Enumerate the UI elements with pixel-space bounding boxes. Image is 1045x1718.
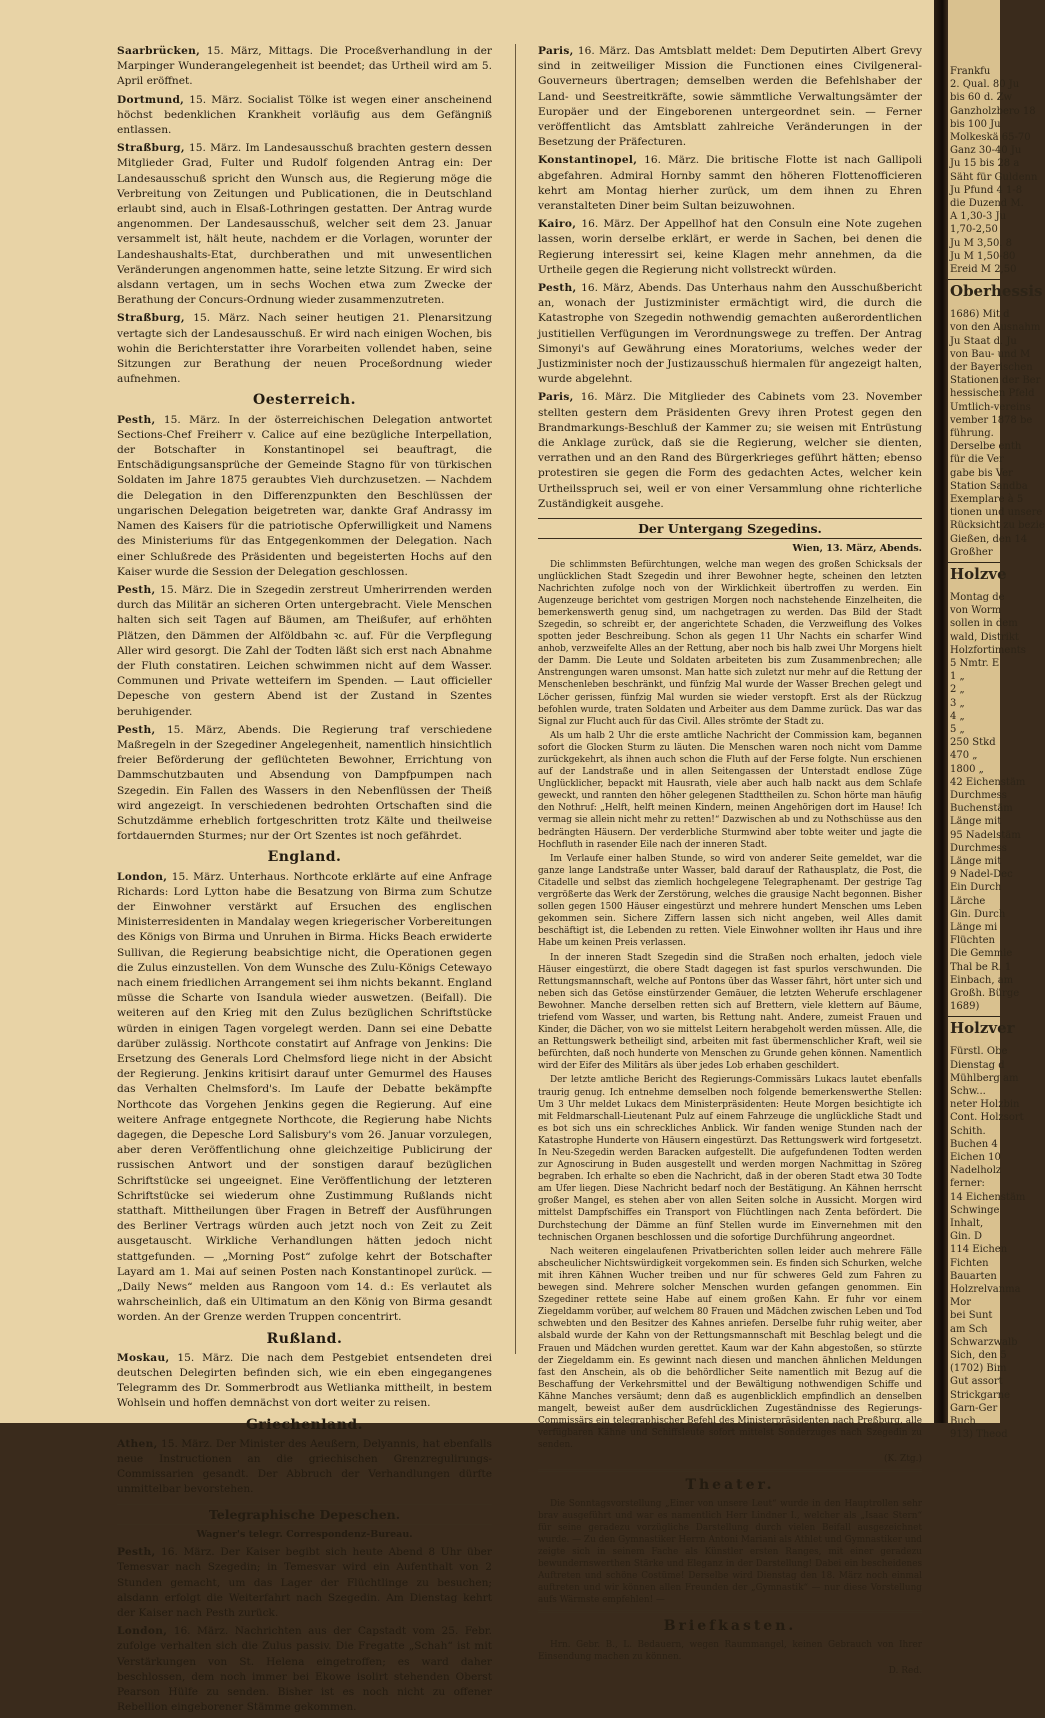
news-dateline: Straßburg,	[117, 312, 185, 325]
adjacent-text-fragment: Ju Pfund 4 1-8	[950, 184, 1023, 196]
adjacent-text-fragment: 470 „	[950, 750, 978, 762]
adjacent-text-fragment: Die Gemmie	[950, 948, 1013, 960]
article-dateline: Wien, 13. März, Abends.	[792, 543, 922, 555]
adjacent-text-fragment: Station Sandba	[950, 480, 1028, 492]
news-item	[538, 153, 922, 214]
adjacent-text-fragment: Mühlberg am	[950, 1072, 1019, 1084]
adjacent-text-fragment: vember 1878 be	[950, 414, 1033, 426]
news-text: 15. März. Die nach dem Pestgebiet entsendeten drei deutschen Delegirten befinden sich, wie ein eben eingegangenes Telegramm des Dr. Sommerbrodt aus Wetlianka mittheilt, in bestem Wohlsein und hoffen demnächst von dort weiter zu reisen.	[117, 1351, 492, 1410]
adjacent-text-fragment: 1 „	[950, 671, 965, 683]
article-title-untergang-szegedins: Der Untergang Szegedins.	[538, 518, 922, 539]
column-divider	[515, 44, 516, 1354]
news-text: 16. März. Die Mitglieder des Cabinets vom 23. November stellten gestern dem Präsidenten Grevy ihren Protest gegen den Brandmarkungs-Beschluß der Kammer zu; sie weisen mit Entrüstung die Anklage zurück, daß sie die Regierung, welcher sie dienten, verrathen und an den Rand des Bürgerkrieges geführt hätten; ebenso protestiren sie gegen die Form des gedachten Actes, welcher kein Urtheilsspruch sei, weil er von einer Versammlung ohne richterliche Zuständigkeit ausgehe.	[538, 391, 922, 510]
divider	[538, 1469, 922, 1472]
news-dateline: London,	[117, 870, 168, 883]
news-list	[117, 1437, 492, 1498]
adjacent-text-fragment: Ereid M 2,50	[950, 264, 1017, 275]
news-text: 16. März. Der Appellhof hat den Consuln eine Note zugehen lassen, worin derselbe erklärt, er werde in Sachen, bei denen die Regierung interessirt sei, keine Klagen mehr annehmen, da die Urtheile gegen die Regierung nicht vollstreckt würden.	[538, 218, 922, 276]
news-dateline: Pesth,	[117, 1546, 156, 1559]
adjacent-text-fragment: Großh. Bürge	[950, 988, 1020, 999]
section-heading-england: England.	[267, 849, 342, 866]
news-item	[538, 390, 922, 512]
news-dateline: Paris,	[538, 45, 574, 57]
news-dateline: Athen,	[117, 1437, 158, 1450]
adjacent-text-fragment: Garn-Ger	[950, 1402, 998, 1414]
adjacent-text-fragment: Bauarten	[950, 1270, 997, 1282]
page-gutter	[934, 0, 948, 1423]
adjacent-text-fragment: 4 „	[950, 710, 965, 722]
adjacent-text-fragment: Molkeskä 65-70	[950, 132, 1031, 143]
adjacent-text-fragment: Exemplare à 5	[950, 494, 1024, 505]
news-list	[117, 1545, 492, 1715]
adjacent-text-fragment: Holzrelvanma	[950, 1284, 1021, 1295]
adjacent-text-fragment: Buchenstäm	[950, 803, 1013, 815]
section-heading-telegraphische-depeschen: Telegraphische Depeschen.	[117, 1504, 492, 1525]
adjacent-text-fragment: Ju M 1,50-80	[950, 250, 1016, 262]
news-dateline: Pesth,	[117, 413, 156, 426]
adjacent-text-fragment: Fichten	[950, 1257, 989, 1269]
news-text: 16. März. Der Kaiser begibt sich heute Abend 8 Uhr über Temesvar nach Szegedin; in Temesvar wird ein Aufenthalt von 2 Stunden gemacht, um das Lager der Flüchtlinge zu besuchen; alsdann erfolgt die Weiterfahrt nach Szegedin. Am Dienstag kehrt der Kaiser nach Pesth zurück.	[117, 1546, 492, 1619]
news-item	[117, 723, 492, 845]
adjacent-text-fragment: bis 100 Ju	[950, 118, 1001, 130]
adjacent-text-fragment: Holzve	[950, 565, 1007, 583]
news-text: 15. März. Nach seiner heutigen 21. Plenarsitzung vertagte sich der Landesausschuß. Er wird nach einigen Wochen, bis wohin die Berichterstatter ihre Vorarbeiten vollendet haben, seine Sitzungen zur Berathung der neuen Proceßordnung wieder aufnehmen.	[117, 312, 492, 386]
adjacent-text-fragment: Ganz 30-40 Ju	[950, 145, 1022, 157]
left-column	[117, 44, 492, 1718]
news-text: 15. März. In der österreichischen Delegation antwortet Sections-Chef Freiherr v. Calice auf eine bezügliche Interpellation, der Botschafter in Konstantinopel sei beauftragt, die Entschädigungsansprüche der Gemeinde Stagno für von türkischen Soldaten im Jahre 1875 geraubtes Vieh durchzusetzen. — Nachdem die Delegation in den Differenzpunkten den Beschlüssen der ungarischen Delegation beigetreten war, dankte Graf Andrassy im Namen des Kaisers für die patriotische Opferwilligkeit und Namens des Ministeriums für das Entgegenkommen der Delegation. Nach einer Schlußrede des Präsidenten und begeisterten Hochs auf den Kaiser wurde die Session der Delegation geschlossen.	[117, 413, 492, 578]
section-heading-griechenland: Griechenland.	[245, 1416, 364, 1433]
news-text: 15. März. Socialist Tölke ist wegen einer anscheinend höchst bedenklichen Krankheit vorläufig aus dem Gefängniß entlassen.	[117, 93, 492, 137]
adjacent-text-fragment: Einbach, am	[950, 974, 1014, 986]
news-text: 16. März. Das Amtsblatt meldet: Dem Deputirten Albert Grevy sind in zeitweiliger Mission die Functionen eines Civilgeneral-Gouverneurs übertragen; demselben werden die Befehlshaber der Land- und Seestreitkräfte, sowie sämmtliche Verwaltungsämter der Europäer und der Eingeborenen untergeordnet sein. — Ferner veröffentlicht das Amtsblatt zahlreiche Veränderungen in der Besetzung der Präfecturen.	[538, 45, 922, 149]
article-paragraph: Die schlimmsten Befürchtungen, welche man wegen des großen Schicksals der unglücklichen Stadt Szegedin und ihrer Bewohner hegte, scheinen den letzten Nachrichten zufolge noch von der Wirklichkeit übertroffen zu werden. Ein Augenzeuge berichtet vom gestrigen Morgen noch nachstehende Einzelheiten, die bemerkenswerth genug sind, um nachgetragen zu werden. Das Bild der Stadt Szegedin, so schreibt er, der angerichtete Schaden, die Verzweiflung des Volkes spotten jeder Beschreibung. Schon als gegen 11 Uhr Nachts ein scharfer Wind anhob, verzweifelte Alles an der Rettung, aber noch bis halb zwei Uhr Morgens hielt der Damm. Die Leute und Soldaten arbeiteten bis zum Zusammenbrechen; alle Anstrengungen waren umsonst. Man hatte sich zuletzt nur mehr auf die Rettung der Menschenleben beschränkt, und fünfzig Mal wurde der Wasser Brechen gelegt und Löcher gerissen, fünfzig Mal wurden sie wieder verstopft. Erst als der Rückzug befohlen wurde, traten Soldaten und Arbeiter aus dem Damme zurück. Das war das Signal zur Flucht auch für das Civil. Alles strömte der Stadt zu.	[538, 559, 922, 727]
news-text: 15. März, Abends. Die Regierung traf verschiedene Maßregeln in der Szegediner Angelegenheit, namentlich hinsichtlich freier Beförderung der geflüchteten Bewohner, Errichtung von Dammschutzbauten und Absendung von Dampfpumpen nach Szegedin. Ein Fallen des Wassers in den Nebenflüssen der Theiß wird angezeigt. In verschiedenen bedrohten Ortschaften sind die Schutzdämme erheblich fortgeschritten trotz Kälte und theilweise fortdauernden Sturmes; nur der Ort Szentes ist noch gefährdet.	[117, 723, 492, 843]
news-text: 16. März. Nachrichten aus der Capstadt vom 25. Febr. zufolge verhalten sich die Zulus passiv. Die Fregatte „Schah“ ist mit Verstärkungen von St. Helena eingetroffen; es ward daher beschlossen, dem noch immer bei Ekowe isolirt stehenden Oberst Pearson Hülfe zu senden. Bisher ist es noch nicht zu offener Rebellion eingeborener Stämme gekommen.	[117, 1625, 492, 1714]
article-paragraph: In der inneren Stadt Szegedin sind die Straßen noch erhalten, jedoch viele Häuser eingestürzt, die obere Stadt dagegen ist fast spurlos verschwunden. Die Rettungsmannschaft, welche auf Pontons über das Wasser fährt, hört unter sich und neben sich das Getöse einstürzender Gemäuer, die letzten Weherufe erschlagener Bewohner. Manche derselben retten sich auf Brettern, viele klettern auf Bäume, triefend vom Wasser, und warten, bis Rettung naht. Andere, zumeist Frauen und Kinder, die Dächer, von wo sie mittelst Leitern herabgeholt werden müssen. Alle, die an Rettungswerk betheiligt sind, arbeiten mit fast übermenschlicher Kraft, weil sie befürchten, daß noch hunderte von Menschen zu Grunde gehen können. Namentlich wird der Eifer des Militärs als über jedes Lob erhaben geschildert.	[538, 952, 922, 1072]
adjacent-text-fragment: 14 Eichenstäm	[950, 1191, 1026, 1203]
adjacent-text-fragment: wald, Distrikt	[950, 631, 1019, 643]
news-dateline: Straßburg,	[117, 142, 185, 155]
news-text: 16. März. Die britische Flotte ist nach Gallipoli abgefahren. Admiral Hornby sammt den höheren Flottenofficieren kehrt am Montag hierher zurück, um dem ihnen zu Ehren veranstalteten Diner beim Sultan beizuwohnen.	[538, 154, 922, 213]
adjacent-text-fragment: sollen in dem	[950, 618, 1018, 630]
briefkasten-text: Hrn. Gebr. B., L. Bedauern, wegen Raummangel, keinen Gebrauch von Ihrer Einsendung machen zu können.	[538, 1639, 922, 1662]
adjacent-text-fragment: Gießen, den 14	[950, 533, 1028, 545]
adjacent-text-fragment: führung.	[950, 428, 994, 439]
news-item	[117, 1437, 492, 1498]
theater-body	[538, 1498, 922, 1607]
section-heading-theater: Theater.	[685, 1477, 775, 1494]
news-item	[117, 1545, 492, 1621]
adjacent-page-edge	[948, 0, 1045, 1441]
adjacent-text-fragment: Buch	[950, 1416, 976, 1427]
adjacent-text-fragment: Schith.	[950, 1125, 986, 1137]
news-item	[117, 93, 492, 139]
divider	[538, 1610, 922, 1613]
news-item	[117, 1624, 492, 1715]
adjacent-text-fragment: 9 Nadel-Dec	[950, 869, 1013, 881]
adjacent-text-fragment: Schwinge	[950, 1204, 1000, 1216]
adjacent-text-fragment: 2 „	[950, 684, 965, 696]
adjacent-text-fragment: Rücksicht zu bezie	[950, 520, 1045, 532]
news-item	[117, 583, 492, 720]
adjacent-text-fragment: von Bau- und M	[950, 348, 1031, 360]
adjacent-text-fragment: Buchen 4	[950, 1138, 998, 1150]
adjacent-text-fragment: hessischen Pfeld	[950, 388, 1035, 400]
adjacent-text-fragment: bei Sunt	[950, 1310, 993, 1322]
adjacent-rule	[948, 279, 1000, 280]
adjacent-text-fragment: Holzver	[950, 1019, 1015, 1038]
adjacent-text-fragment: Ein Durch	[950, 882, 1002, 894]
adjacent-text-fragment: Dienstag d	[950, 1059, 1005, 1071]
adjacent-text-fragment: der Bayerischen	[950, 362, 1033, 373]
adjacent-text-fragment: Nadelholz	[950, 1165, 1002, 1177]
adjacent-text-fragment: Flüchten	[950, 935, 995, 947]
news-dateline: Pesth,	[538, 282, 577, 295]
adjacent-text-fragment: von den Ausnahm	[950, 322, 1041, 334]
adjacent-text-fragment: Säht für Guldenn	[950, 171, 1038, 183]
adjacent-text-fragment: (1702) Bim	[950, 1363, 1007, 1375]
adjacent-text-fragment: Ju 15 bis 28 a	[950, 158, 1020, 170]
adjacent-text-fragment: A 1,30-3 Ju	[950, 211, 1007, 223]
adjacent-text-fragment: Großher	[950, 546, 993, 558]
news-list	[117, 870, 492, 1326]
adjacent-text-fragment: Montag de	[950, 592, 1005, 603]
news-dateline: Pesth,	[117, 723, 156, 736]
adjacent-text-fragment: 250 Stkd	[950, 737, 996, 749]
news-dateline: London,	[117, 1625, 168, 1638]
news-dateline: Saarbrücken,	[117, 45, 201, 57]
adjacent-text-fragment: 1689)	[950, 1001, 980, 1013]
news-dateline: Pesth,	[117, 583, 156, 596]
adjacent-text-fragment: Durchmess	[950, 790, 1007, 801]
news-dateline: Moskau,	[117, 1351, 170, 1364]
adjacent-text-fragment: Cont. Holzsort	[950, 1112, 1024, 1124]
adjacent-text-fragment: Länge mit	[950, 816, 1002, 828]
article-paragraph: Nach weiteren eingelaufenen Privatberichten sollen leider auch mehrere Fälle abscheulicher Nichtswürdigkeit vorgekommen sein. Es finden sich Schurken, welche mit ihren Kähnen Wucher treiben und nur für schweres Geld zum Fahren zu bewegen sind. Mehrere solcher Menschen wurden gefangen genommen. Ein Szegediner rettete seine Habe auf einem großen Kahn. Er fuhr vor einem Ziegeldamm vorüber, auf welchem 80 Frauen und Mädchen zwischen Leben und Tod schwebten und den Besitzer des Kahnes anriefen. Derselbe fuhr ruhig weiter, aber alsbald wurde der Kahn von der Rettungsmannschaft mit Beschlag belegt und die Frauen und Mädchen wurden gerettet. Kaum war der Kahn abgestoßen, so stürzte der Ziegeldamm ein. Es gewinnt nach diesen und manchen ähnlichen Meldungen fast den Anschein, als ob die behördlicher Seite namentlich mit Bezug auf die Beschaffung der Verkehrsmittel und der Bewältigung nothwendigen Schiffe und Kähne Manches versäumt; denn daß es augenblicklich empfindlich an denselben mangelt, beweist außer dem ausdrücklichen Zugeständnisse des Regierungs-Commissärs ein telegraphischer Befehl des Ministerpräsidenten nach Preßburg, alle verfügbaren Kähne und Schiffsleute sofort mittelst Sonderzuges nach Szegedin zu senden.	[538, 1246, 922, 1451]
adjacent-text-fragment: Ganzholzbero 18	[950, 105, 1036, 117]
adjacent-text-fragment: 42 Eichenstäm	[950, 776, 1026, 788]
adjacent-text-fragment: Umtlich-vereins	[950, 401, 1031, 413]
adjacent-text-fragment: Inhalt,	[950, 1218, 984, 1229]
news-text: 15. März. Die in Szegedin zerstreut Umherirrenden werden durch das Militär an sicheren Orten untergebracht. Viele Menschen halten sich seit Tagen auf Bäumen, am Theißufer, auf erhöhten Plätzen, den Dämmen der Alföldbahn ꝛc. auf. Für die Verpflegung Aller wird gesorgt. Die Zahl der Todten läßt sich erst nach Abnahme der Fluth constatiren. Leichen schwimmen nicht auf dem Wasser. Communen und Private wetteifern im Spenden. — Laut officieller Depesche von gestern Abend ist der Zustand in Szentes beruhigender.	[117, 583, 492, 718]
news-text: 16. März, Abends. Das Unterhaus nahm den Ausschußbericht an, wonach der Justizminister ermächtigt wird, die durch die Katastrophe von Szegedin nothwendig gemachten außerordentlichen justitiellen Verfügungen im Verordnungswege zu treffen. Der Antrag Simonyi's auf Gewährung eines Moratoriums, welches weder der Justizminister noch der Justizausschuß hiermalen für angezeigt halten, wurde abgelehnt.	[538, 282, 922, 386]
news-text: 15. März. Im Landesausschuß brachten gestern dessen Mitglieder Grad, Fulter und Rudolf folgenden Antrag ein: Der Landesausschuß spricht den Wunsch aus, die Regierung möge die Verbreitung von Zeitungen und Publicationen, die in Deutschland erlaubt sind, auch in Elsaß-Lothringen gestatten. Der Antrag wurde angenommen. Der Landesausschuß, welcher seit dem 23. Januar versammelt ist, hält heute, nachdem er die Vorlagen, worunter der Landeshaushalts-Etat, durchberathen und mit unwesentlichen Veränderungen angenommen hatte, seine letzte Sitzung. Er wird sich alsdann vertagen, um in sechs Wochen etwa zum Zwecke der Berathung der Concurs-Ordnung wieder zusammenzutreten.	[117, 142, 492, 307]
adjacent-text-fragment: Länge mit	[950, 856, 1002, 867]
adjacent-text-fragment: 95 Nadelstäm	[950, 829, 1021, 841]
adjacent-text-fragment: 913) Theod	[950, 1429, 1008, 1441]
article-paragraph: Im Verlaufe einer halben Stunde, so wird von anderer Seite gemeldet, war die ganze lange Landstraße unter Wasser, bald darauf der Rathausplatz, die Post, die Citadelle und selbst das ziemlich hochgelegene Telegraphenamt. Der gestrige Tag vergrößerte das Werk der Zerstörung, welches die grausige Nacht begonnen. Bisher sollen gegen 1500 Häuser eingestürzt und mehrere hundert Menschen ums Leben gekommen sein. Sichere Ziffern lassen sich nicht angeben, weil Alles damit beschäftigt ist, die Lebenden zu retten. Viele Einwohner wollten ihr Haus und ihre Habe um keinen Preis verlassen.	[538, 853, 922, 949]
adjacent-text-fragment: am Sch	[950, 1323, 988, 1335]
adjacent-text-fragment: die Duzend M.	[950, 198, 1024, 209]
adjacent-text-fragment: 5 „	[950, 724, 965, 735]
news-text: 15. März, Mittags. Die Proceßverhandlung in der Marpinger Wunderangelegenheit ist beendet; das Urtheil wird am 5. April eröffnet.	[117, 45, 492, 88]
adjacent-text-fragment: bis 60 d. Zw	[950, 92, 1013, 104]
article-source: (K. Ztg.)	[884, 1454, 922, 1465]
news-item	[538, 217, 922, 278]
adjacent-rule	[948, 1016, 1000, 1017]
section-heading-russland: Rußland.	[266, 1330, 343, 1347]
news-list	[117, 1351, 492, 1412]
adjacent-text-fragment: Durchmess	[950, 842, 1007, 854]
news-item	[117, 1351, 492, 1412]
adjacent-text-fragment: 2. Qual. 80 Ju	[950, 79, 1020, 91]
right-column	[538, 44, 922, 1677]
adjacent-text-fragment: Schwarzwalb	[950, 1336, 1018, 1348]
article-paragraph: Als um halb 2 Uhr die erste amtliche Nachricht der Commission kam, begannen sofort die Glocken Sturm zu läuten. Die Menschen waren noch nicht vom Damme zurückgekehrt, als ihnen auch schon die Fluth auf der Ferse folgte. Nun erschienen auf der Landstraße und in allen Seitengassen der Unterstadt endlose Züge Unglücklicher, bepackt mit Hausrath, viele aber auch halb nackt aus dem Schlafe geweckt, und rannten den höher gelegenen Stadttheilen zu. Schon hörte man häufig den Nothruf: „Helft, helft meinen Kindern, meinen Angehörigen dort im Hause! Ich vermag sie allein nicht mehr zu retten!“ Dazwischen ab und zu Nothschüsse aus den bedrängten Häusern. Der verderbliche Sturmwind aber tobte weiter und jagte die Hochfluth in rasender Eile nach der inneren Stadt.	[538, 730, 922, 850]
adjacent-text-fragment: Schw...	[950, 1086, 986, 1097]
adjacent-text-fragment: Eichen 10	[950, 1152, 1001, 1163]
adjacent-text-fragment: Strickgarne	[950, 1389, 1011, 1401]
news-dateline: Paris,	[538, 391, 574, 404]
news-item	[117, 413, 492, 580]
adjacent-text-fragment: ferner:	[950, 1178, 985, 1190]
theater-text: Die Sonntagsvorstellung „Einer von unsere Leut“ wurde in den Hauptrollen sehr brav ausgeführt und war es namentlich Herr Lindner I., welcher als „Isaac Stern“ für seine geradezu vorzügliche Darstellung durch vielen Beifall ausgezeichnet wurde. — Zu den Gymnastiker Herrn Antoni Mariani als Athlet und Gymnastiker und zeigte sich in seinem Fache als Künstler ersten Ranges, mit einer geradezu bewundernswerthen Stärke und Eleganz in der Darstellung! Dabei ein bescheidenes Auftreten und schöne Costüme! Derselbe wird Dienstag den 18. März noch einmal auftreten und wir können allen Freunden der „Gymnastik“ — nur diese Vorstellung aufs Wärmste empfehlen! —	[538, 1498, 922, 1606]
adjacent-text-fragment: 1800 „	[950, 763, 984, 775]
briefkasten-body	[538, 1639, 922, 1663]
adjacent-text-fragment: gabe bis Ver	[950, 467, 1013, 479]
section-heading-oesterreich: Oesterreich.	[253, 392, 356, 409]
news-item	[117, 44, 492, 90]
adjacent-text-fragment: Oberhessis	[950, 282, 1043, 301]
adjacent-text-fragment: Frankfu	[950, 66, 991, 77]
adjacent-text-fragment: neter Holzbin	[950, 1099, 1020, 1111]
adjacent-text-fragment: Ju Staat d. Ju	[950, 335, 1017, 347]
adjacent-text-fragment: 114 Eichen	[950, 1244, 1008, 1256]
news-item	[538, 44, 922, 150]
adjacent-text-fragment: 1686) Mit d	[950, 309, 1010, 321]
adjacent-text-fragment: 3 „	[950, 697, 965, 709]
news-item	[117, 141, 492, 308]
news-dateline: Kairo,	[538, 218, 577, 231]
adjacent-text-fragment: Länge mi	[950, 922, 998, 933]
news-list	[538, 44, 922, 512]
news-text: 15. März. Unterhaus. Northcote erklärte auf eine Anfrage Richards: Lord Lytton habe die Besatzung von Birma zum Schutze der Einwohner verstärkt auf Ersuchen des englischen Ministerresidenten in Mandalay wegen kriegerischer Vorbereitungen des Königs von Birma und Unruhen in Birma. Hicks Beach erwiderte Sullivan, die Regierung beabsichtige nicht, die Operationen gegen die Zulus einzustellen. Von dem Wunsche des Zulu-Königs Cetewayo nach einem friedlichen Arrangement sei ihm nichts bekannt. England müsse die Scharte von Isandula wieder auswetzen. (Beifall). Die weiteren auf den Krieg mit den Zulus bezüglichen Schriftstücke würden in einigen Tagen vorgelegt werden. Dann sei eine Debatte darüber zulässig. Northcote constatirt auf Anfrage von Jenkins: Die Ersetzung des Generals Lord Chelmsford liege nicht in der Absicht der Regierung. Jenkins kritisirt darauf unter Gemurmel des Hauses das Verhalten Chelmsford's. Im Laufe der Debatte bekämpfte Northcote das Vorgehen Jenkins gegen die Regierung. Auf eine weitere Anfrage entgegnete Northcote, die Regierung habe Nichts dagegen, die Depesche Lord Salisbury's vom 26. Januar vorzulegen, aber deren Veröffentlichung ohne gleichzeitige Publicirung der russischen Antwort und der sonstigen darauf bezüglichen Schriftstücke sei ungeeignet. Eine Veröffentlichung der letzteren Schriftstücke sei wiederum ohne Zustimmung Rußlands nicht statthaft. Mittheilungen über Fragen in Betreff der Ausführungen des Berliner Vertrags würden auch jetzt noch von Zeit zu Zeit ausgetauscht. Wirkliche Verhandlungen hätten jedoch nicht stattgefunden. — „Morning Post“ zufolge kehrt der Botschafter Layard am 1. Mai auf seinen Posten nach Konstantinopel zurück. — „Daily News“ melden aus Rangoon vom 14. d.: Es verlautet als wahrscheinlich, daß ein Ultimatum an den König von Birma gesandt worden. An der Grenze werden Truppen concentrirt.	[117, 870, 492, 1324]
adjacent-text-fragment: Gut assort	[950, 1376, 1003, 1388]
adjacent-text-fragment: von Worm	[950, 605, 1002, 617]
news-item	[538, 281, 922, 387]
article-paragraph: Der letzte amtliche Bericht des Regierungs-Commissärs Lukacs lautet ebenfalls traurig genug. Ich entnehme demselben noch folgende bemerkenswerthe Stellen: Um 3 Uhr meldet Lukacs dem Ministerpräsidenten: Heute Morgen besichtigte ich mit Feldmarschall-Lieutenant Pulz auf einem Fahrzeuge die unglückliche Stadt und es bot sich uns ein schreckliches Anblick. Wir fanden wenige Stunden nach der Katastrophe Hunderte von Häusern eingestürzt. Das Rettungswerk wird fortgesetzt. In Neu-Szegedin werden Baracken aufgestellt. Die aufgefundenen Todten werden zur Agnoscirung in Buden ausgestellt und werden morgen Nachmittag in Szöreg begraben. Ich erhalte so eben die Nachricht, daß in der oberen Stadt etwa 30 Todte am Ufer liegen. Diese Nachricht bedarf noch der Bestätigung. An Kähnen herrscht großer Mangel, es stehen aber von allen Seiten solche in Aussicht. Morgen wird mittelst Dampfschiffes ein Transport von Flüchtlingen nach Zenta befördert. Die Durchstechung der Dämme an fünf Stellen wurde im Einvernehmen mit den technischen Organen beschlossen und die sofortige Durchführung angeordnet.	[538, 1075, 922, 1243]
adjacent-text-fragment: für die Ver	[950, 454, 1004, 466]
adjacent-text-fragment: Fürstl. Obe	[950, 1046, 1008, 1058]
adjacent-text-fragment: Gin. D	[950, 1231, 983, 1243]
section-heading-briefkasten: Briefkasten.	[663, 1618, 797, 1635]
news-list	[117, 413, 492, 845]
briefkasten-signature: D. Red.	[888, 1665, 922, 1676]
news-text: 15. März. Der Minister des Aeußern, Delyannis, hat ebenfalls neue Instructionen an die griechischen Grenzregulirungs-Commissarien gesandt. Der Abbruch der Verhandlungen dürfte unmittelbar bevorstehen.	[117, 1437, 492, 1496]
section-subtitle: Wagner's telegr. Correspondenz-Bureau.	[196, 1528, 413, 1540]
adjacent-text-fragment: Thal be R. 1	[950, 961, 1012, 973]
news-item	[117, 870, 492, 1326]
news-dateline: Konstantinopel,	[538, 154, 638, 167]
news-dateline: Dortmund,	[117, 93, 185, 106]
adjacent-text-fragment: Stationen der Ber	[950, 375, 1041, 387]
news-item	[117, 311, 492, 387]
adjacent-text-fragment: 1,70-2,50	[950, 224, 998, 236]
adjacent-text-fragment: Gin. Durch	[950, 908, 1006, 920]
adjacent-text-fragment: 5 Nmtr. E	[950, 658, 1000, 669]
adjacent-text-fragment: Ju M 3,50. 8	[950, 237, 1013, 249]
adjacent-text-fragment: Sich, den 5	[950, 1350, 1007, 1361]
adjacent-text-fragment: Mor	[950, 1297, 972, 1309]
adjacent-text-fragment: Lärche	[950, 895, 986, 907]
article-body	[538, 559, 922, 1452]
adjacent-text-fragment: tionen und unsere	[950, 507, 1043, 519]
adjacent-text-fragment: Derselbe enth	[950, 441, 1022, 453]
adjacent-text-fragment: Holzfortiments	[950, 644, 1026, 656]
adjacent-rule	[948, 562, 1000, 563]
news-list	[117, 44, 492, 387]
